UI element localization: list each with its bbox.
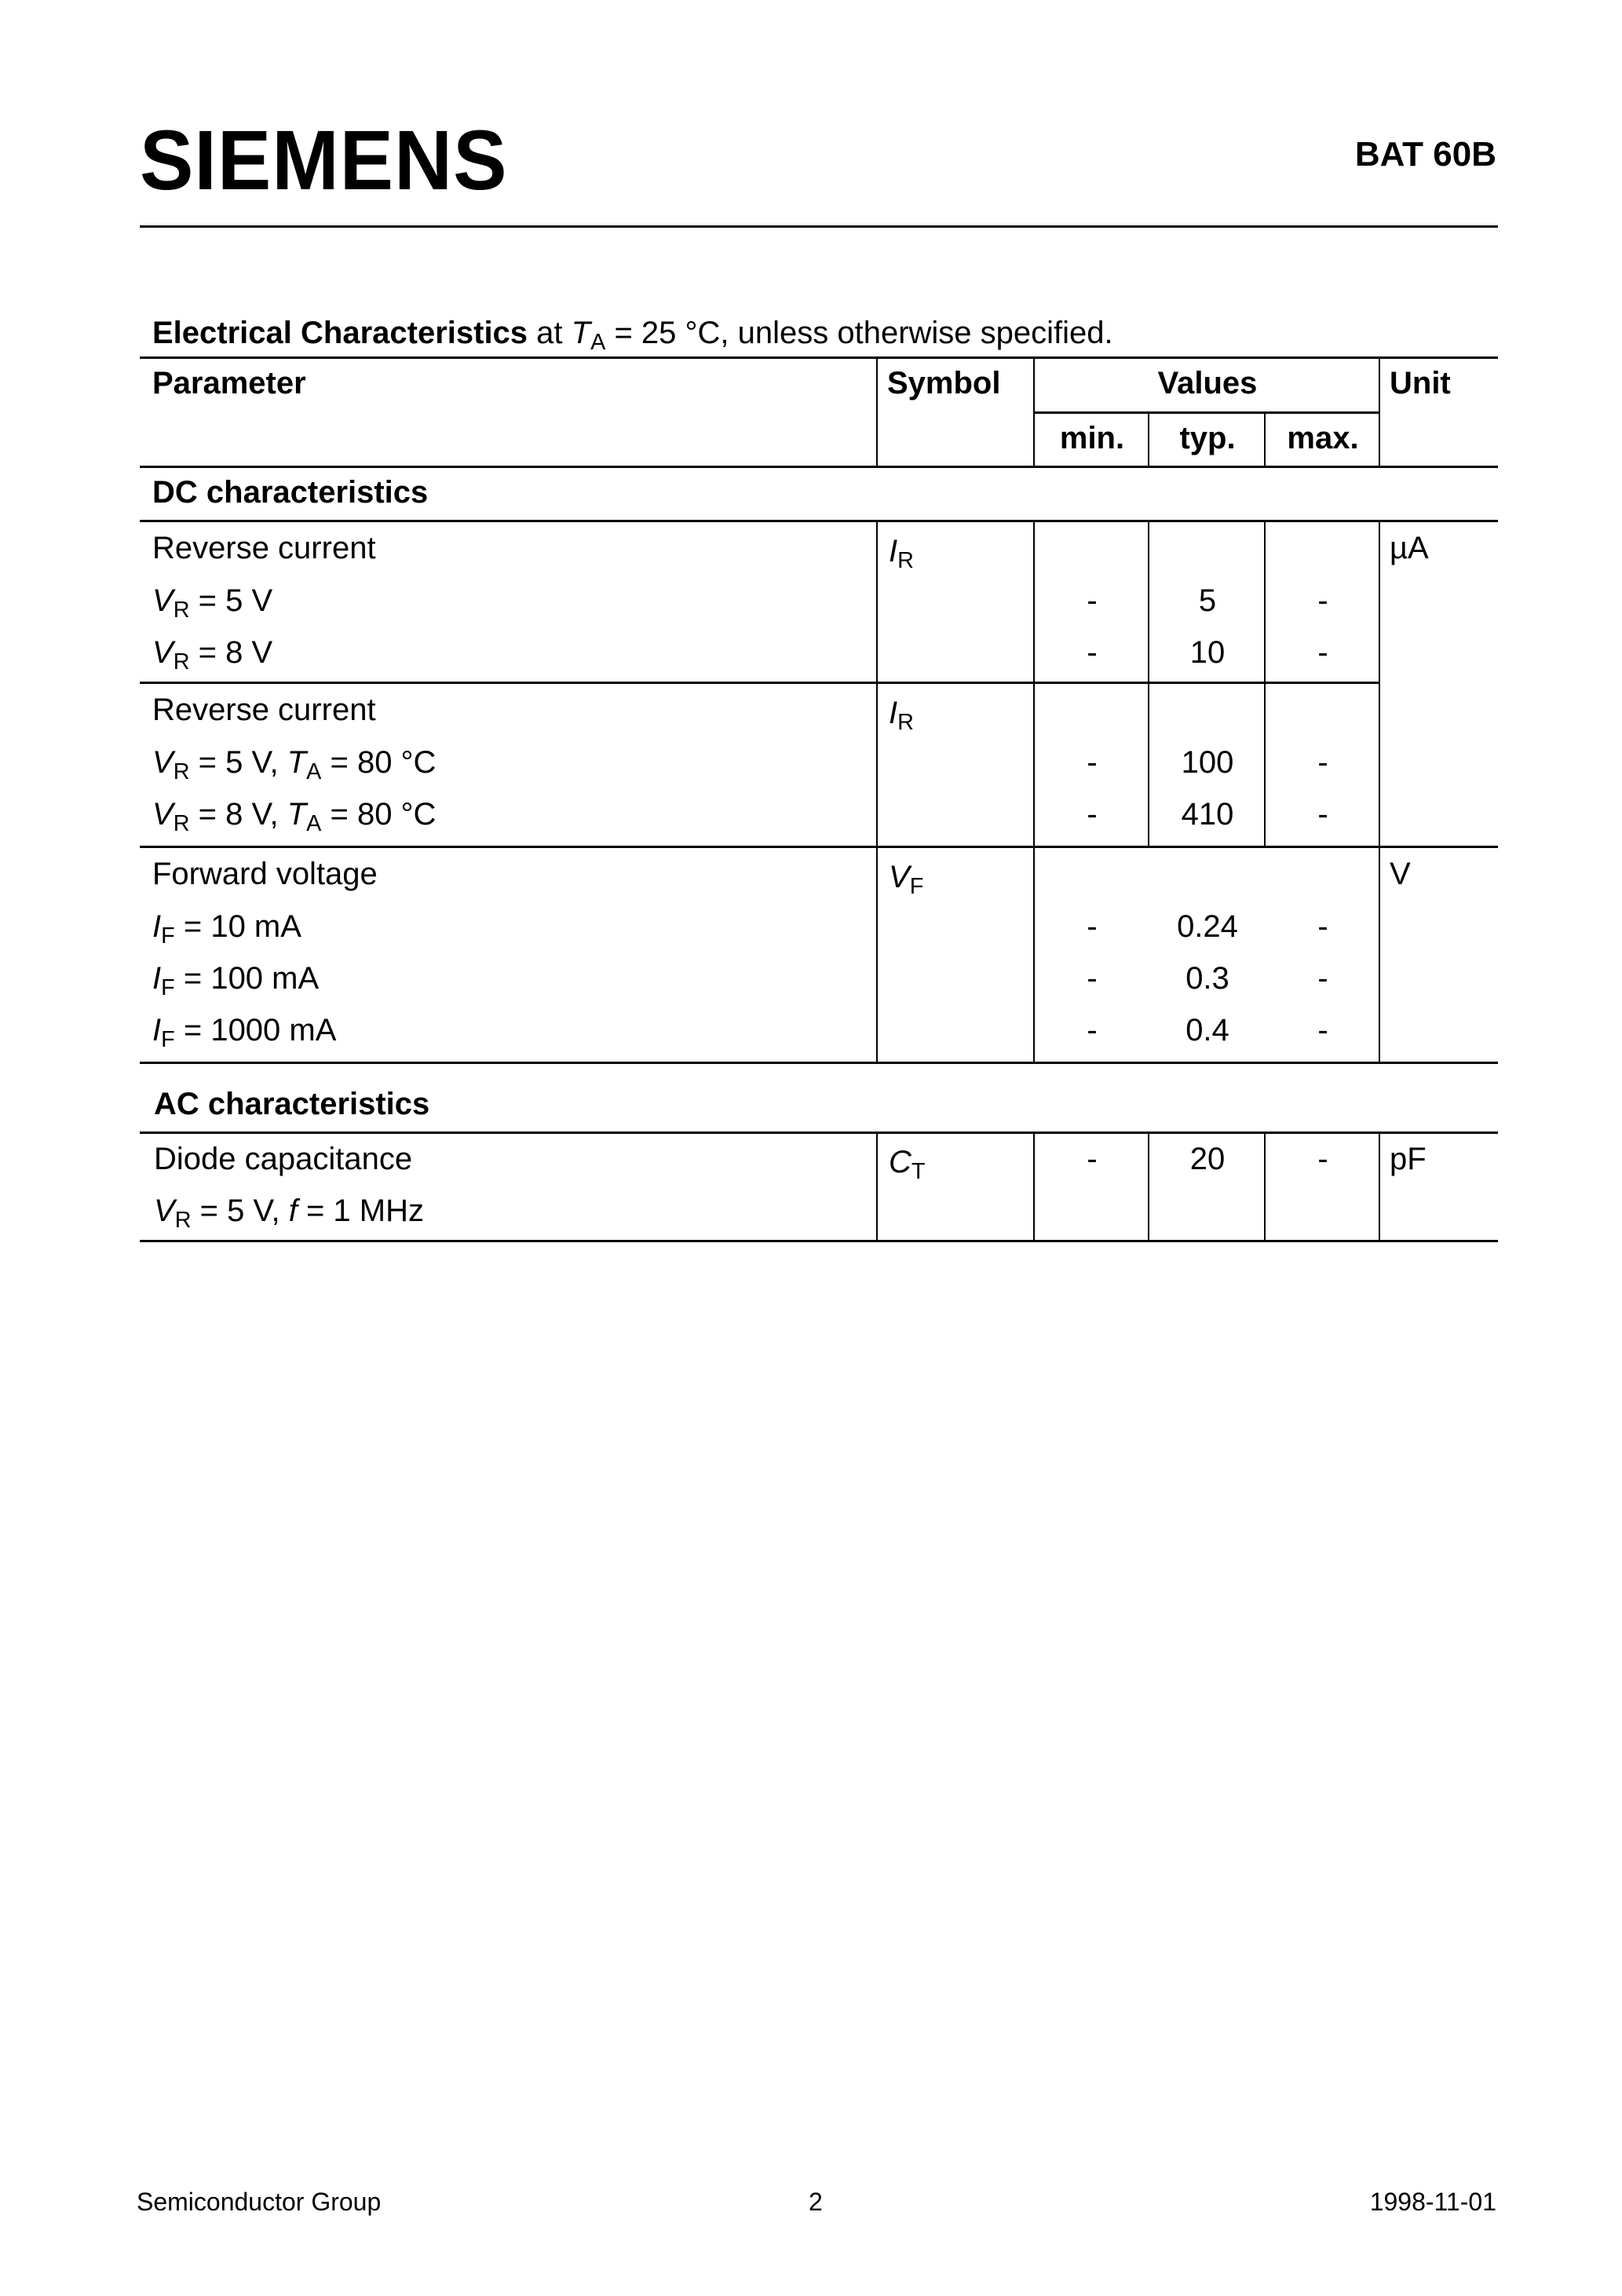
header-unit: Unit xyxy=(1390,366,1451,400)
row3-cond1: $I_F = 10$ mA xyxy=(152,909,301,949)
footer-date: 1998-11-01 xyxy=(1369,2188,1496,2216)
header-symbol: Symbol xyxy=(887,366,1001,400)
row3-symbol: $V_F$ xyxy=(889,860,924,900)
caption-at: at xyxy=(536,316,563,350)
table-col-symbol-ac xyxy=(876,1132,878,1241)
header-typ: typ. xyxy=(1179,421,1236,455)
row1-cond2-max: - xyxy=(1317,635,1328,670)
row3-cond3: $I_F = 1000$ mA xyxy=(152,1013,337,1053)
footer-left: Semiconductor Group xyxy=(137,2188,382,2216)
table-rule-row2-bottom xyxy=(140,846,1498,848)
row1-cond2-min: - xyxy=(1087,635,1098,670)
row3-cond1-min: - xyxy=(1087,909,1098,944)
table-rule-bottom xyxy=(140,1240,1498,1242)
header-rule xyxy=(140,225,1498,228)
row4-unit: pF xyxy=(1390,1142,1427,1176)
row2-symbol: $I_R$ xyxy=(889,696,914,736)
row1-cond1: $V_R = 5$ V xyxy=(152,583,273,623)
table-rule-top xyxy=(140,356,1498,359)
row2-cond2: $V_R = 8$ V, $T_A = 80$ °C xyxy=(152,797,437,837)
section-dc: DC characteristics xyxy=(152,475,429,510)
table-rule-dc-section xyxy=(140,520,1498,522)
row3-cond1-typ: 0.24 xyxy=(1177,909,1238,944)
row3-cond2-min: - xyxy=(1087,961,1098,996)
row3-cond2-typ: 0.3 xyxy=(1185,961,1229,996)
table-col-symbol-dc xyxy=(876,520,878,1063)
row4-cond1: $V_R = 5$ V, f = 1 MHz xyxy=(154,1194,424,1234)
row2-cond1-max: - xyxy=(1317,745,1328,780)
caption-temp-sub: A xyxy=(590,330,606,356)
table-caption xyxy=(152,314,1113,356)
caption-title: Electrical Characteristics xyxy=(152,316,528,350)
header-values: Values xyxy=(1157,366,1258,400)
row2-parameter: Reverse current xyxy=(152,693,376,727)
row1-unit: µA xyxy=(1390,531,1429,565)
row3-cond3-max: - xyxy=(1317,1013,1328,1047)
siemens-logo: SIEMENS xyxy=(140,112,508,207)
part-number: BAT 60B xyxy=(1354,135,1496,174)
table-rule-row1-bottom xyxy=(140,682,1380,684)
row4-max: - xyxy=(1317,1142,1328,1176)
table-col-symbol xyxy=(876,356,878,467)
row4-min: - xyxy=(1087,1142,1098,1176)
section-ac: AC characteristics xyxy=(154,1087,430,1121)
row1-cond1-min: - xyxy=(1087,583,1098,618)
row4-symbol: $C_T$ xyxy=(889,1145,926,1185)
header-parameter: Parameter xyxy=(152,366,306,400)
row1-parameter: Reverse current xyxy=(152,531,376,565)
row2-cond2-typ: 410 xyxy=(1181,797,1234,832)
table-rule-header-bottom xyxy=(140,466,1498,468)
table-rule-row3-bottom xyxy=(140,1062,1498,1064)
row2-cond1-min: - xyxy=(1087,745,1098,780)
row2-cond1-typ: 100 xyxy=(1181,745,1234,780)
row2-cond2-max: - xyxy=(1317,797,1328,832)
row3-cond3-min: - xyxy=(1087,1013,1098,1047)
caption-condition: = 25 °C, unless otherwise specified. xyxy=(614,316,1113,350)
row3-unit: V xyxy=(1390,857,1411,891)
row1-cond1-typ: 5 xyxy=(1198,583,1217,618)
row1-cond2-typ: 10 xyxy=(1189,635,1226,670)
table-rule-values xyxy=(1035,411,1380,414)
row1-cond1-max: - xyxy=(1317,583,1328,618)
row2-cond1: $V_R = 5$ V, $T_A = 80$ °C xyxy=(152,745,437,785)
row1-symbol: $I_R$ xyxy=(889,534,914,574)
row2-cond2-min: - xyxy=(1087,797,1098,832)
row3-cond2: $I_F = 100$ mA xyxy=(152,961,320,1001)
table-rule-ac-section xyxy=(140,1132,1498,1134)
footer-page-number: 2 xyxy=(809,2188,823,2216)
row4-parameter: Diode capacitance xyxy=(154,1142,413,1176)
row3-parameter: Forward voltage xyxy=(152,857,378,891)
row3-cond2-max: - xyxy=(1317,961,1328,996)
row1-cond2: $V_R = 8$ V xyxy=(152,635,273,675)
row3-cond1-max: - xyxy=(1317,909,1328,944)
row4-typ: 20 xyxy=(1189,1142,1226,1176)
header-max: max. xyxy=(1287,421,1359,455)
header-min: min. xyxy=(1059,421,1125,455)
caption-temp-symbol: T xyxy=(571,316,591,350)
row3-cond3-typ: 0.4 xyxy=(1185,1013,1229,1047)
